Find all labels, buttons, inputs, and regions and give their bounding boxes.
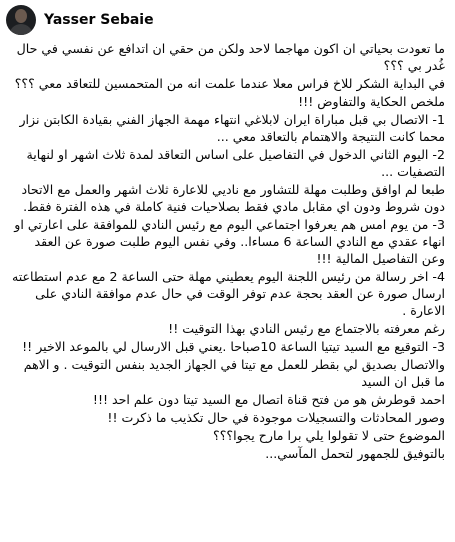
avatar-head (15, 9, 27, 23)
post-paragraph: والاتصال بصديق لي بقطر للعمل مع تيتا في الجهاز الجديد بنفس التوقيت . و الاهم ما قبل ان السيد (23, 357, 445, 389)
author-avatar[interactable] (6, 5, 36, 35)
post-header (0, 0, 455, 40)
author-name[interactable]: Yasser Sebaie (44, 12, 154, 28)
post-paragraph: 3- التوقيع مع السيد تيتيا الساعة 10صباحا .يعني قبل الارسال لي بالموعد الاخير !! (22, 339, 445, 354)
post-paragraph: ملخص الحكاية والتفاوض !!! (298, 94, 445, 109)
post-body (0, 40, 455, 462)
post-paragraph: احمد قوطرش هو من فتح قناة اتصال مع السيد تيتا دون علم احد !!! (92, 392, 445, 407)
post-paragraph: رغم معرفته بالاجتماع مع رئيس النادي بهذا التوقيت !! (168, 321, 445, 336)
post-paragraph: طبعا لم اوافق وطلبت مهلة للتشاور مع ناديي للاعارة ثلاث اشهر والعمل مع الاتحاد دون شروط ودون اي مقابل مادي فقط بصلاحيات فنية كاملة في هذه الفترة فقط. (21, 182, 445, 214)
post-paragraph: بالتوفيق للجمهور لتحمل المآسي... (265, 446, 445, 461)
post-paragraph: 3- من يوم امس هم يعرفوا اجتماعي اليوم مع رئيس النادي للموافقة على اعارتي او انهاء عقدي مع النادي الساعة 6 مساءا.. وفي نفس اليوم طلبت صورة عن العقد وعن التفاصيل المالية !!! (14, 217, 445, 266)
post-paragraph: الموضوع حتى لا تقولوا يلي برا مارح يجوا؟؟؟ (213, 428, 445, 443)
post-paragraph: ما تعودت بحياتي ان اكون مهاجما لاحد ولكن من حقي ان اتدافع عن نفسي في حال غُدر بي ؟؟؟ (16, 41, 445, 73)
post-paragraph: 2- اليوم الثاني الدخول في التفاصيل على اساس التعاقد لمدة ثلاث اشهر او لنهاية التصفيات ... (26, 147, 445, 179)
post-paragraph: 1- الاتصال بي قبل مباراة ايران لابلاغي انتهاء مهمة الجهاز الفني بقيادة الكابتن نزار محما كانت النتيجة والاهتمام بالتعاقد معي ... (19, 112, 445, 144)
post-paragraph: في البداية الشكر للاخ فراس معلا عندما علمت انه من المتحمسين للتعاقد معي ؟؟؟ (14, 76, 445, 91)
avatar-shoulders (9, 24, 33, 35)
post-paragraph: 4- اخر رسالة من رئيس اللجنة اليوم يعطيني مهلة حتى الساعة 2 مع عدم استطاعته ارسال صورة عن العقد بحجة عدم توفر الوقت في حال عدم موافقة النادي على الاعارة . (11, 269, 445, 318)
post-paragraph: وصور المحادثات والتسجيلات موجودة في حال تكذيب ما ذكرت !! (107, 410, 445, 425)
